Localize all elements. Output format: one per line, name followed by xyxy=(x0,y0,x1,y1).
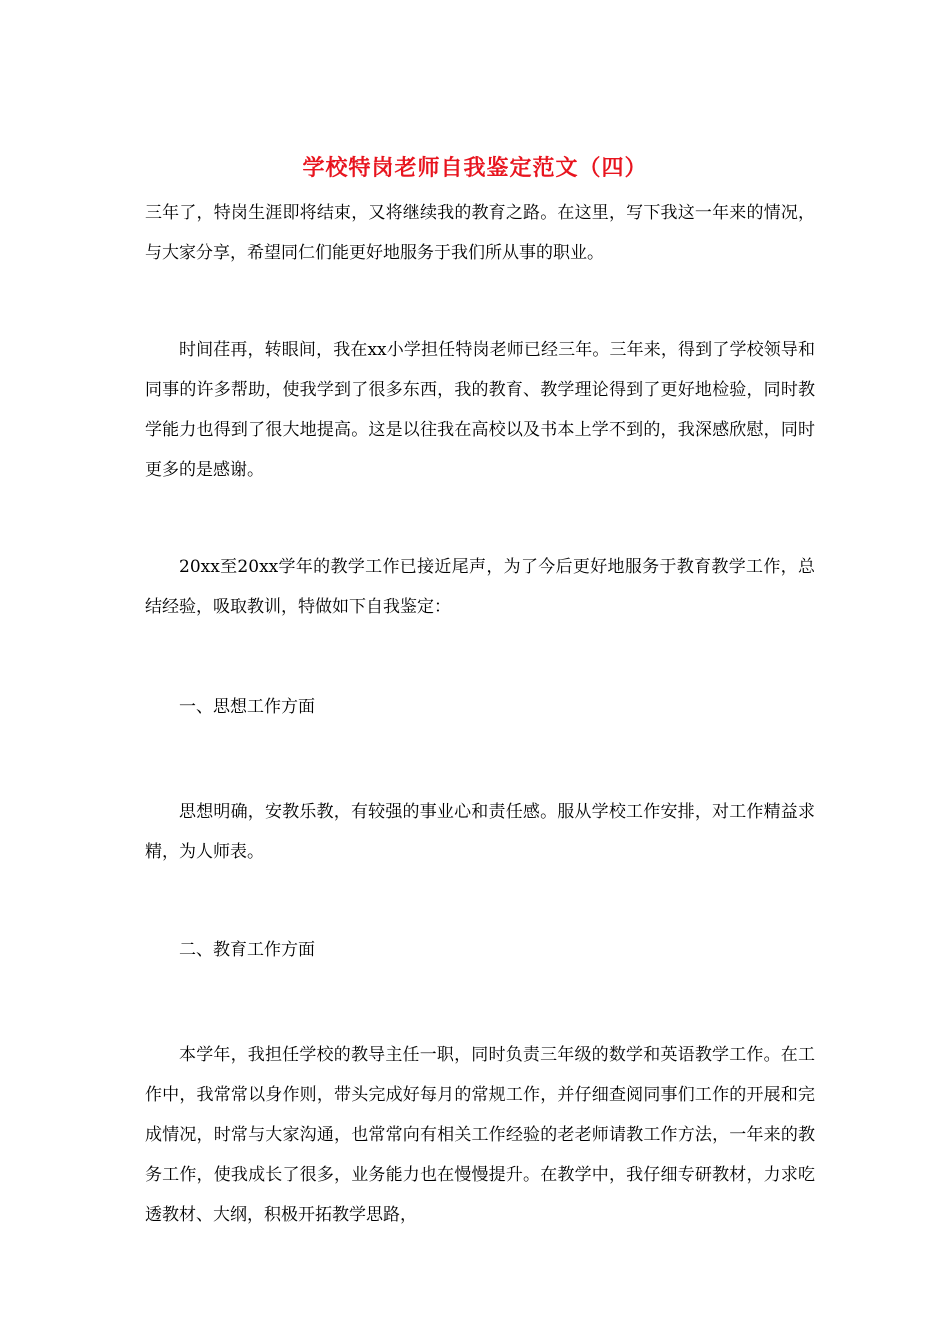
paragraph-summary: 20xx至20xx学年的教学工作已接近尾声，为了今后更好地服务于教育教学工作，总结经验，吸取教训，特做如下自我鉴定： xyxy=(145,557,815,617)
paragraph-thought: 思想明确，安教乐教，有较强的事业心和责任感。服从学校工作安排，对工作精益求精，为人师表。 xyxy=(145,802,815,862)
section-heading-education: 二、教育工作方面 xyxy=(179,940,315,960)
paragraph-education: 本学年，我担任学校的教导主任一职，同时负责三年级的数学和英语教学工作。在工作中，我常常以身作则，带头完成好每月的常规工作，并仔细查阅同事们工作的开展和完成情况，时常与大家沟通，也常常向有相关工作经验的老老师请教工作方法，一年来的教务工作，使我成长了很多，业务能力也在慢慢提升。在教学中，我仔细专研教材，力求吃透教材、大纲，积极开拓教学思路， xyxy=(145,1045,815,1225)
paragraph-intro: 三年了，特岗生涯即将结束，又将继续我的教育之路。在这里，写下我这一年来的情况，与大家分享，希望同仁们能更好地服务于我们所从事的职业。 xyxy=(145,203,815,263)
paragraph-time: 时间荏再，转眼间，我在xx小学担任特岗老师已经三年。三年来，得到了学校领导和同事的许多帮助，使我学到了很多东西，我的教育、教学理论得到了更好地检验，同时教学能力也得到了很大地提高。这是以往我在高校以及书本上学不到的，我深感欣慰，同时更多的是感谢。 xyxy=(145,340,815,480)
section-heading-thought: 一、思想工作方面 xyxy=(179,697,315,717)
document-title: 学校特岗老师自我鉴定范文（四） xyxy=(302,155,648,181)
